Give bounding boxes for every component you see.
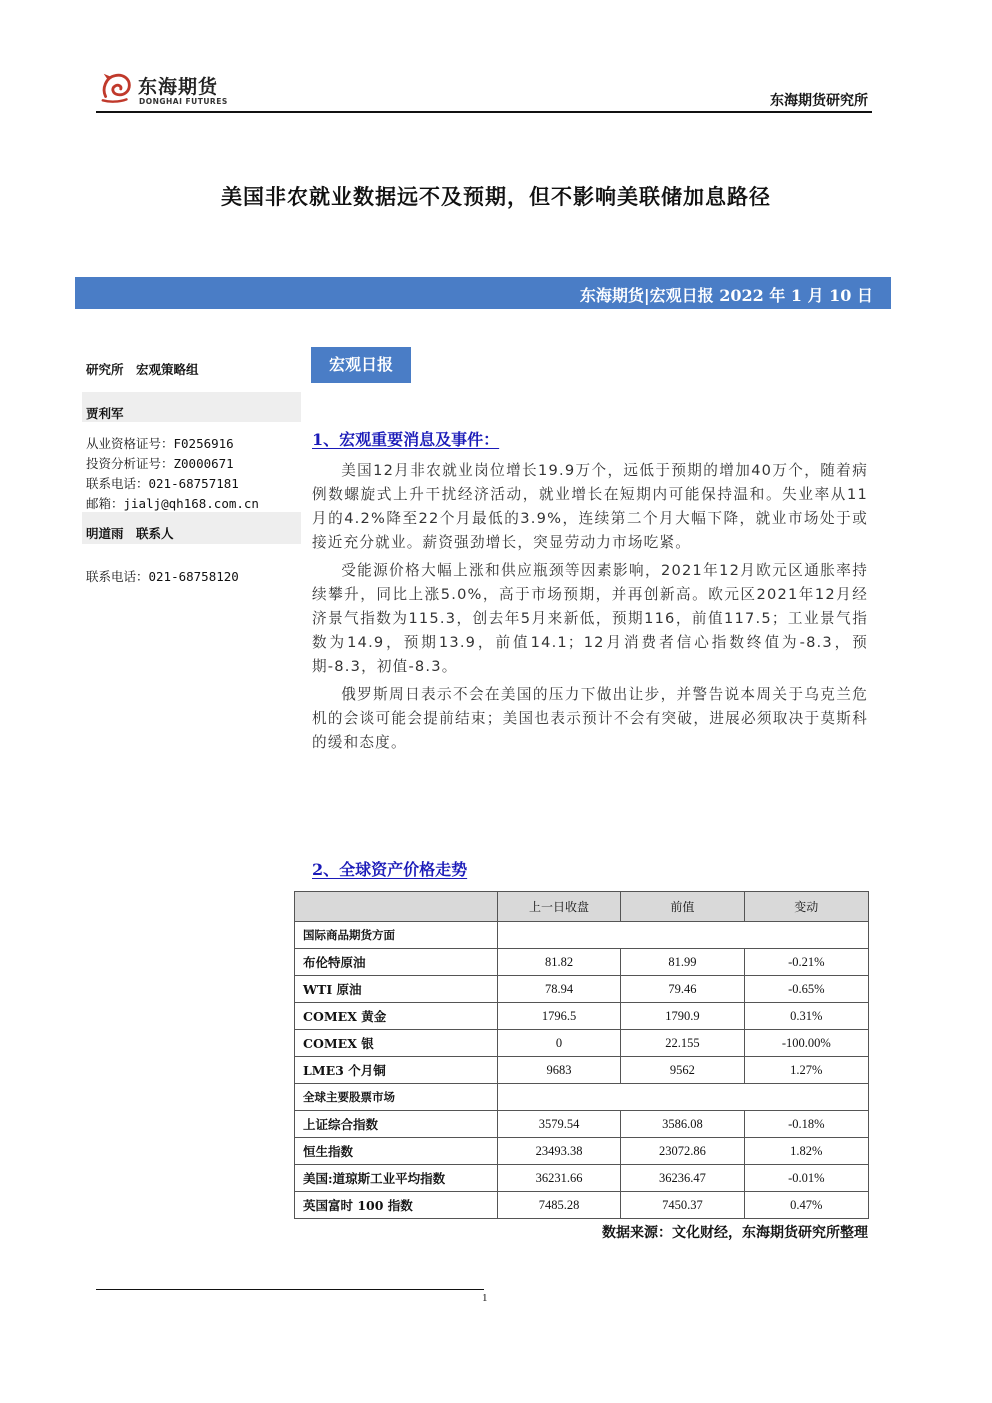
table-row [295,949,869,976]
change-value: -0.18% [744,1111,868,1138]
category-label: 国际商品期货方面 [295,922,498,949]
analyst-name: 贾利军 [86,406,124,421]
table-category-row [295,1084,869,1111]
prev-value: 9562 [621,1057,744,1084]
macro-news-body [312,459,868,755]
investment-cert-number: 投资分析证号：Z0000671 [86,456,234,471]
prev-value: 81.99 [621,949,744,976]
data-source-note: 数据来源：文化财经，东海期货研究所整理 [602,1225,868,1241]
report-title: 美国非农就业数据远不及预期，但不影响美联储加息路径 [221,184,771,209]
change-value: -100.00% [744,1030,868,1057]
dragon-logo-icon [98,68,136,106]
column-header [295,892,498,922]
close-value: 9683 [497,1057,620,1084]
footer-divider [96,1289,484,1290]
asset-name: WTI 原油 [295,976,498,1003]
header-divider [96,111,872,113]
table-row [295,1138,869,1165]
asset-name: 布伦特原油 [295,949,498,976]
page-number: 1 [482,1292,488,1304]
paragraph: 美国12月非农就业岗位增长19.9万个，远低于预期的增加40万个，随着病例数螺旋式上升干扰经济活动，就业增长在短期内可能保持温和。失业率从11月的4.2%降至22个月最低的3.9%，连续第二个月大幅下降，就业市场处于或接近充分就业。薪资强劲增长，突显劳动力市场吃紧。 [312,462,868,551]
company-logo [98,66,228,112]
close-value: 1796.5 [497,1003,620,1030]
column-header: 上一日收盘 [497,892,620,922]
asset-name: LME3 个月铜 [295,1057,498,1084]
close-value: 81.82 [497,949,620,976]
table-row [295,1057,869,1084]
table-category-row [295,922,869,949]
analyst-email[interactable]: 邮箱：jialj@qh168.com.cn [86,496,259,511]
table-row [295,1003,869,1030]
analyst-phone: 联系电话：021-68757181 [86,476,239,491]
change-value: 1.27% [744,1057,868,1084]
close-value: 78.94 [497,976,620,1003]
contact-phone: 联系电话：021-68758120 [86,569,239,584]
asset-name: 上证综合指数 [295,1111,498,1138]
prev-value: 7450.37 [621,1192,744,1219]
close-value: 23493.38 [497,1138,620,1165]
institute-label: 东海期货研究所 [770,93,868,109]
table-row [295,1111,869,1138]
asset-price-table [294,891,869,1219]
column-header: 变动 [744,892,868,922]
change-value: 1.82% [744,1138,868,1165]
report-type-tag: 宏观日报 [311,347,411,383]
logo-chinese-name: 东海期货 [138,76,219,98]
asset-name: COMEX 银 [295,1030,498,1057]
table-row [295,1165,869,1192]
column-header: 前值 [621,892,744,922]
qualification-number: 从业资格证号：F0256916 [86,436,234,451]
banner-text: 东海期货|宏观日报 2022 年 1 月 10 日 [579,286,873,305]
section-asset-prices-title: 2、全球资产价格走势 [312,860,468,879]
prev-value: 36236.47 [621,1165,744,1192]
table-row [295,1030,869,1057]
category-label: 全球主要股票市场 [295,1084,498,1111]
asset-name: 恒生指数 [295,1138,498,1165]
prev-value: 23072.86 [621,1138,744,1165]
paragraph: 受能源价格大幅上涨和供应瓶颈等因素影响，2021年12月欧元区通胀率持续攀升，同比上涨5.0%，高于市场预期，并再创新高。欧元区2021年12月经济景气指数为115.3，创去年5月来新低，预期116，前值117.5；工业景气指数为14.9，预期13.9，前值14.1；12月消费者信心指数终值为-8.3，预期-8.3，初值-8.3。 [312,562,868,675]
close-value: 3579.54 [497,1111,620,1138]
report-banner [75,277,891,309]
close-value: 36231.66 [497,1165,620,1192]
change-value: 0.47% [744,1192,868,1219]
section-macro-news-title: 1、宏观重要消息及事件： [312,430,500,449]
prev-value: 79.46 [621,976,744,1003]
prev-value: 3586.08 [621,1111,744,1138]
close-value: 7485.28 [497,1192,620,1219]
change-value: -0.65% [744,976,868,1003]
logo-english-name: DONGHAI FUTURES [139,97,228,106]
contact-name: 明道雨 联系人 [86,526,174,541]
table-row [295,976,869,1003]
prev-value: 22.155 [621,1030,744,1057]
paragraph: 俄罗斯周日表示不会在美国的压力下做出让步，并警告说本周关于乌克兰危机的会谈可能会提前结束；美国也表示预计不会有突破，进展必须取决于莫斯科的缓和态度。 [312,686,868,751]
change-value: -0.01% [744,1165,868,1192]
table-row [295,1192,869,1219]
asset-name: COMEX 黄金 [295,1003,498,1030]
table-header-row [295,892,869,922]
asset-name: 英国富时 100 指数 [295,1192,498,1219]
department-label: 研究所 宏观策略组 [86,362,199,377]
change-value: -0.21% [744,949,868,976]
change-value: 0.31% [744,1003,868,1030]
prev-value: 1790.9 [621,1003,744,1030]
asset-name: 美国:道琼斯工业平均指数 [295,1165,498,1192]
close-value: 0 [497,1030,620,1057]
author-sidebar [86,350,300,590]
